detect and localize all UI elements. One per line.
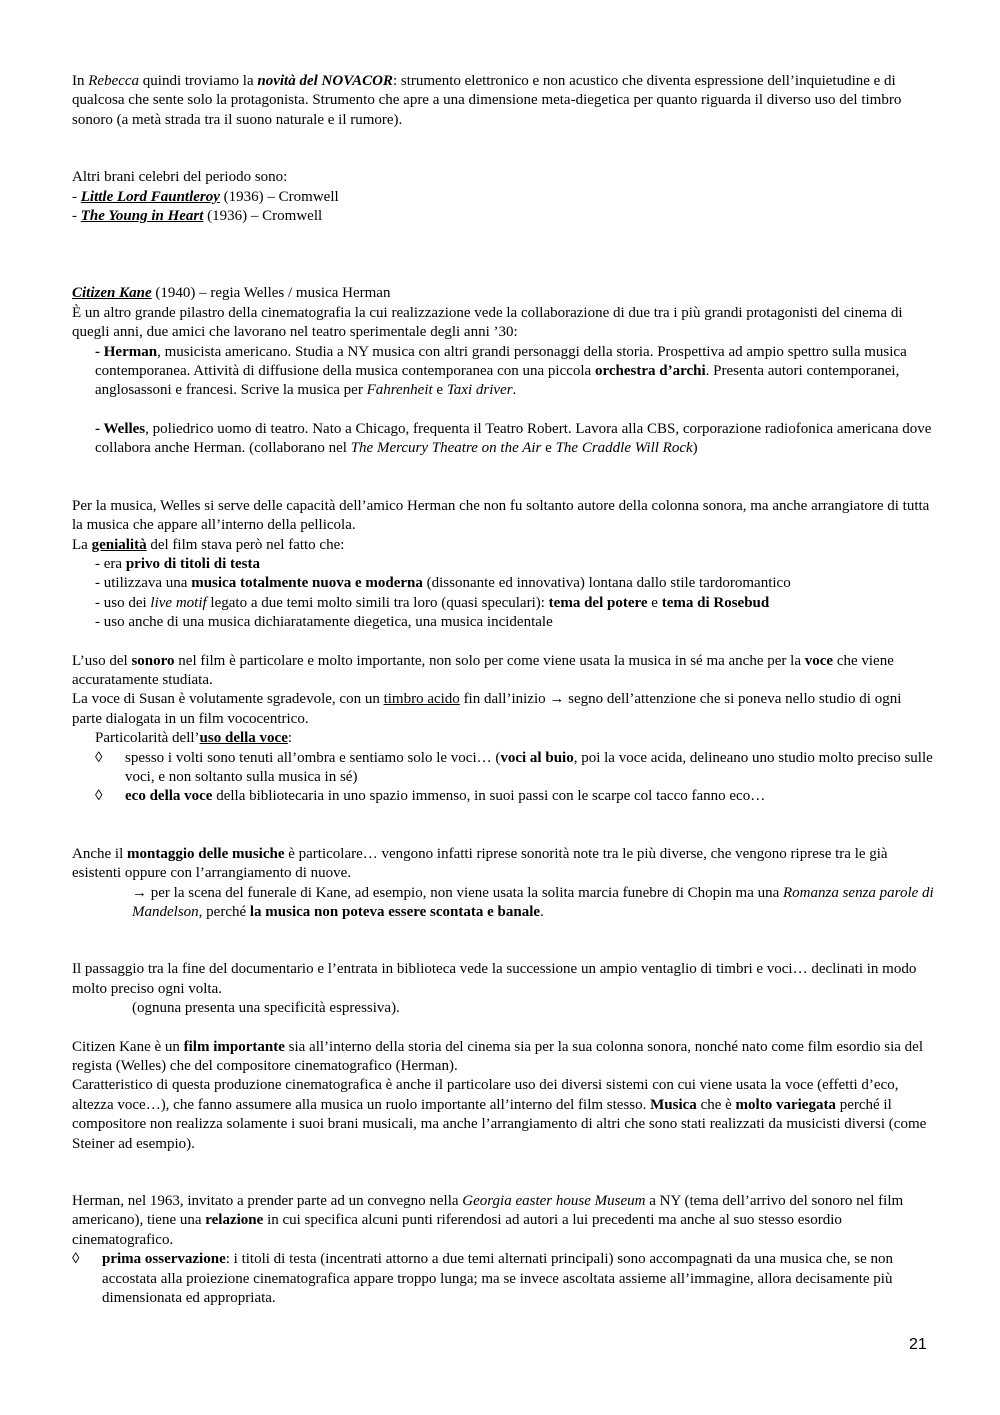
- italic-text: Romanza senza parole di Mandelson: [132, 884, 934, 920]
- funerale-note: [72, 884, 934, 923]
- text: ): [692, 440, 698, 457]
- text: (1936) – Cromwell: [203, 208, 323, 225]
- bold-text: privo di titoli di testa: [125, 555, 260, 572]
- bold-text: tema del potere: [548, 594, 648, 611]
- text: perché il compositore non realizza solamente i suoi brani musicali, ma anche l’arrangiamento di altri che sono stati realizzati da musicisti diversi (come Steiner ad esempio).: [72, 1096, 927, 1152]
- italic-text: live motif: [150, 594, 207, 611]
- text: (1936) – Cromwell: [219, 188, 339, 205]
- bold-text: molto variegata: [735, 1096, 836, 1113]
- text: , perché: [198, 904, 250, 920]
- text: Herman, nel 1963, invitato a prender parte ad un convegno nella: [72, 1193, 463, 1210]
- text: , poliedrico uomo di teatro. Nato a Chicago, frequenta il Teatro Robert. Lavora alla CBS, corporazione radiofonica americana dove collabora anche Herman. (collaborano nel: [95, 420, 932, 457]
- text: Anche il: [72, 845, 127, 862]
- title: The Craddle Will Rock: [555, 440, 693, 457]
- film-title: Little Lord Fauntleroy: [80, 188, 220, 205]
- bold-text: tema di Rosebud: [661, 594, 770, 611]
- text: e: [432, 382, 447, 399]
- arrow-right-icon: →: [132, 884, 147, 901]
- text: sia all’interno della storia del cinema sia per la sua colonna sonora, nonché nato come film esordio sia del regista (Welles) che del compositore cinematografico (Herman).: [72, 1038, 923, 1075]
- importante-paragraph: [72, 1038, 934, 1077]
- bold-text: eco della voce: [125, 788, 213, 805]
- text: , poi la voce acida, delineano uno studio molto preciso sulle voci, e non soltanto sulla musica in sé): [125, 749, 933, 785]
- text: (dissonante ed innovativa) lontana dallo stile tardoromantico: [422, 575, 791, 592]
- bold-text: Musica: [650, 1096, 697, 1113]
- susan-paragraph: [72, 690, 934, 729]
- bold-text: musica totalmente nuova e moderna: [191, 575, 423, 592]
- bold-text: la musica non poteva essere scontata e banale: [249, 904, 541, 920]
- passaggio-note: (ognuna presenta una specificità espressiva).: [132, 1000, 400, 1017]
- title: The Mercury Theatre on the Air: [350, 440, 542, 457]
- text: nel film è particolare e molto importante, non solo per come viene usata la musica in sé ma anche per la: [174, 652, 805, 669]
- text: - utilizzava una: [95, 575, 192, 592]
- text: La voce di Susan è volutamente sgradevole, con un: [72, 691, 384, 708]
- name: Welles: [103, 420, 146, 437]
- text: quindi troviamo la: [139, 73, 258, 89]
- section-title: Citizen Kane: [72, 285, 152, 302]
- text: Particolarità dell’: [95, 730, 200, 747]
- bold-text: sonoro: [131, 652, 175, 669]
- film-title: Taxi driver: [446, 382, 513, 399]
- text: , musicista americano. Studia a NY musica con altri grandi personaggi della storia. Prospettiva ad ampio spettro sulla musica contemporanea. Attività di diffusione della musica contemporanea con una piccola: [95, 343, 907, 380]
- text: che è: [696, 1096, 736, 1113]
- underlined-text: timbro acido: [383, 691, 460, 708]
- film-title: The Young in Heart: [80, 208, 204, 225]
- dash: -: [95, 420, 104, 437]
- dash: -: [72, 208, 81, 225]
- novacor-highlight: novità del NOVACOR: [257, 73, 393, 89]
- citizen-kane-heading: [72, 284, 934, 303]
- sonoro-paragraph: [72, 652, 934, 691]
- welles-paragraph: [72, 420, 934, 459]
- text: .: [540, 904, 544, 920]
- text: per la scena del funerale di Kane, ad esempio, non viene usata la solita marcia funebre di Chopin ma una: [147, 884, 784, 901]
- text: segno dell’attenzione che si poneva nello studio di ogni parte dialogata in un film vococentrico.: [72, 691, 902, 727]
- diamond-bullet-icon: ◊: [95, 749, 103, 766]
- bold-text: voce: [804, 652, 834, 669]
- list-item: [72, 555, 934, 574]
- diamond-bullet-item: [72, 787, 934, 806]
- bold-text: voci al buio: [500, 749, 574, 766]
- altri-brani-item: [72, 207, 934, 226]
- text: - uso dei: [95, 594, 151, 611]
- bold-text: film importante: [183, 1038, 285, 1055]
- text: e: [541, 440, 556, 457]
- altri-brani-intro: Altri brani celebri del periodo sono:: [72, 169, 288, 186]
- rebecca-paragraph: [72, 72, 934, 130]
- text: . Presenta autori contemporanei, anglosassoni e francesi. Scrive la musica per: [95, 363, 900, 399]
- bold-text: prima osservazione: [102, 1251, 226, 1268]
- passaggio-paragraph: Il passaggio tra la fine del documentario e l’entrata in biblioteca vede la successione un ampio ventaglio di timbri e voci… declinati in modo molto preciso ogni volta.: [72, 961, 917, 997]
- text: che viene accuratamente studiata.: [72, 652, 894, 688]
- text: Citizen Kane è un: [72, 1038, 184, 1055]
- bullet-text: [102, 1250, 934, 1308]
- text: a NY (tema dell’arrivo del sonoro nel film americano), tiene una: [72, 1193, 904, 1229]
- italic-text: Georgia easter house Museum: [462, 1193, 646, 1210]
- bold-underlined: uso della voce: [199, 730, 288, 747]
- film-title-rebecca: Rebecca: [88, 73, 140, 89]
- text: e: [647, 594, 662, 611]
- name: Herman: [103, 343, 158, 360]
- text: del film stava però nel fatto che:: [146, 536, 345, 553]
- document-page: [72, 72, 934, 1309]
- text: - era: [95, 555, 126, 572]
- list-item: [72, 574, 934, 593]
- caratteristico-paragraph: [72, 1076, 934, 1154]
- citizen-kane-intro: È un altro grande pilastro della cinematografia la cui realizzazione vede la collaborazione di due tra i più grandi protagonisti del cinema di quegli anni, due amici che lavorano nel teatro sperimentale degli anni ’30:: [72, 304, 903, 341]
- particolarita-heading: [72, 729, 934, 748]
- text: della bibliotecaria in uno spazio immenso, in suoi passi con le scarpe col tacco fanno eco…: [212, 788, 766, 805]
- dash: -: [95, 343, 104, 360]
- bold-text: relazione: [205, 1212, 264, 1229]
- page-number: 21: [909, 1336, 927, 1353]
- text: Caratteristico di questa produzione cinematografica è anche il particolare uso dei diversi sistemi con cui viene usata la voce (effetti d’eco, altezza voce…), che fanno assumere alla musica un ruolo importante all’interno del film stesso.: [72, 1077, 899, 1113]
- list-item: [72, 594, 934, 613]
- diamond-bullet-icon: ◊: [95, 788, 103, 805]
- bold-underlined: genialità: [91, 536, 147, 553]
- text: .: [512, 382, 517, 399]
- text: In: [72, 73, 89, 89]
- genialita-line: [72, 536, 934, 555]
- text: (1940) – regia Welles / musica Herman: [151, 285, 391, 302]
- dash: -: [72, 188, 81, 205]
- text: La: [72, 536, 92, 553]
- bullet-text: [125, 749, 934, 788]
- bullet-text: [125, 787, 934, 806]
- list-item: - uso anche di una musica dichiaratamente diegetica, una musica incidentale: [95, 614, 553, 631]
- musica-paragraph: Per la musica, Welles si serve delle capacità dell’amico Herman che non fu soltanto autore della colonna sonora, ma anche arrangiatore di tutta la musica che appare all’interno della pellicola.: [72, 497, 930, 534]
- text: L’uso del: [72, 652, 132, 669]
- text: fin dall’inizio: [459, 691, 550, 708]
- text: è particolare… vengono infatti riprese sonorità note tra le più diverse, che vengono riprese tra le già esistenti oppure con l’arrangiamento di nuove.: [72, 845, 888, 882]
- altri-brani-item: [72, 188, 934, 207]
- diamond-bullet-item: [72, 1250, 934, 1308]
- montaggio-paragraph: [72, 845, 934, 884]
- text: : strumento elettronico e non acustico che diventa espressione dell’inquietudine e di qualcosa che sente solo la protagonista. Strumento che apre a una dimensione meta-diegetica per quanto riguarda il diverso uso del timbro sonoro (a metà strada tra il suono naturale e il rumore).: [72, 73, 902, 128]
- text: legato a due temi molto simili tra loro (quasi speculari):: [206, 594, 549, 611]
- diamond-bullet-item: [72, 749, 934, 788]
- text: spesso i volti sono tenuti all’ombra e sentiamo solo le voci… (: [125, 749, 501, 766]
- film-title: Fahrenheit: [366, 382, 433, 399]
- diamond-bullet-icon: ◊: [72, 1251, 80, 1268]
- bold-text: montaggio delle musiche: [126, 845, 285, 862]
- arrow-right-icon: →: [549, 691, 565, 708]
- herman-paragraph: [72, 343, 934, 401]
- text: in cui specifica alcuni punti riferendosi ad autori a lui precedenti ma anche al suo stesso esordio cinematografico.: [72, 1212, 842, 1248]
- text: :: [287, 730, 293, 747]
- bold-text: orchestra d’archi: [594, 363, 706, 380]
- herman-1963-paragraph: [72, 1192, 934, 1250]
- text: : i titoli di testa (incentrati attorno a due temi alternati principali) sono accompagnati da una musica che, se non accostata alla proiezione cinematografica appare troppo lunga; ma se invece ascoltata assieme all’immagine, allora decisamente più dimensionata ed appropriata.: [102, 1251, 894, 1307]
